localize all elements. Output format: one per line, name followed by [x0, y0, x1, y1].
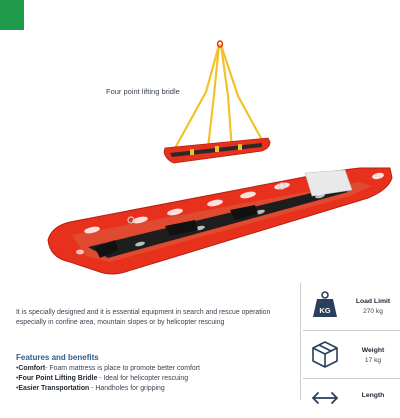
- kg-weight-icon: [308, 288, 342, 322]
- feature-item: •Comfort- Foam mattress is place to promote better comfort: [16, 365, 200, 372]
- bridle-callout-label: Four point lifting bridle: [106, 87, 180, 96]
- spec-load-limit: [308, 288, 400, 324]
- feature-item: •Four Point Lifting Bridle - Ideal for helicopter rescuing: [16, 375, 189, 383]
- spec-separator: [303, 330, 400, 331]
- spec-separator: [303, 378, 400, 379]
- main-stretcher: [48, 168, 392, 274]
- spec-label: Length: [361, 392, 385, 399]
- features-list: [16, 364, 286, 395]
- spec-label: Load Limit: [355, 298, 391, 305]
- spec-weight: [308, 337, 400, 373]
- feature-item: •Easier Transportation - Handholes for gripping: [16, 385, 165, 393]
- spec-length: [308, 382, 400, 418]
- spec-value: 270 kg: [363, 308, 383, 315]
- double-arrow-icon: [308, 382, 342, 416]
- lifting-ring: [218, 41, 223, 47]
- features-heading: Features and benefits: [16, 353, 99, 362]
- product-description: It is specially designed and it is essential equipment in search and rescue operation especially in confine area, mountain slopes or by helicopter rescuing: [16, 309, 271, 326]
- small-stretcher: [164, 138, 270, 163]
- spec-value: 17 kg: [364, 357, 382, 364]
- spec-panel-divider: [300, 283, 301, 400]
- lifting-bridle: [174, 45, 262, 150]
- svg-text:KG: KG: [319, 306, 331, 315]
- cube-icon: [308, 337, 342, 371]
- spec-label: Weight: [361, 347, 385, 354]
